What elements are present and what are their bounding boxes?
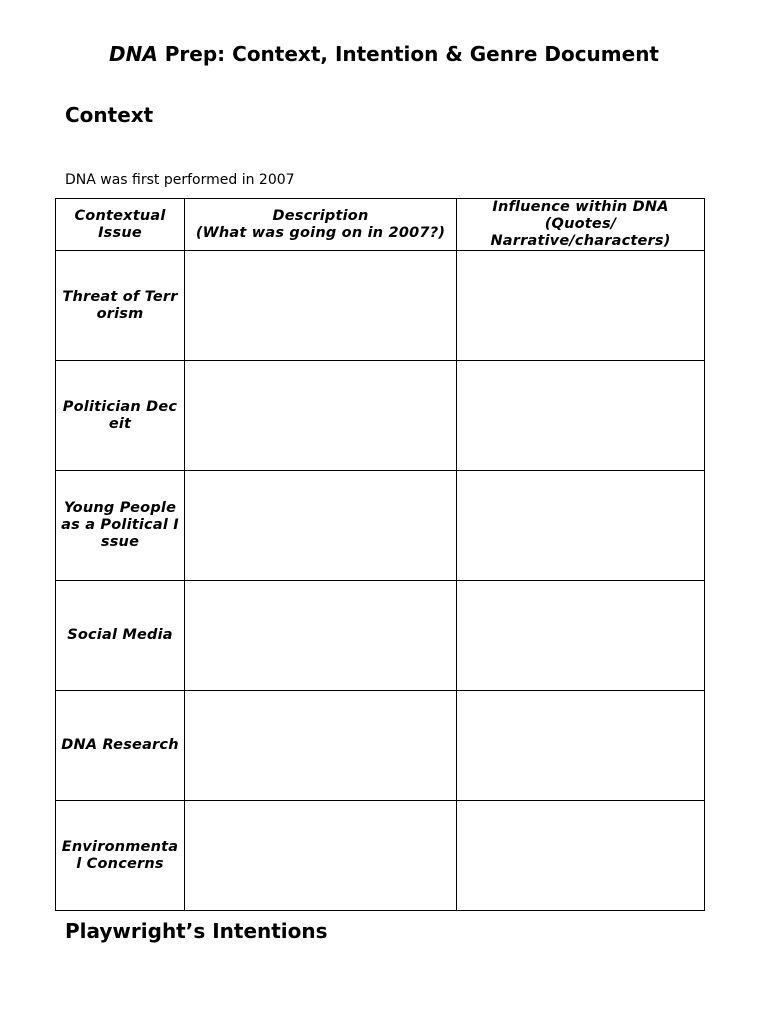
header-influence-line1: Influence within DNA (492, 199, 669, 215)
context-heading: Context (65, 103, 154, 127)
header-description-line2: (What was going on in 2007?) (195, 224, 446, 241)
description-cell[interactable] (185, 361, 457, 471)
intentions-heading: Playwright’s Intentions (65, 919, 328, 943)
issue-cell: Threat of Terrorism (56, 251, 185, 361)
table-row (56, 361, 705, 471)
table-row (56, 471, 705, 581)
influence-cell[interactable] (457, 361, 705, 471)
issue-cell: Politician Deceit (56, 361, 185, 471)
page-title-rest: Prep: Context, Intention & Genre Document (157, 42, 659, 66)
influence-cell[interactable] (457, 801, 705, 911)
influence-cell[interactable] (457, 691, 705, 801)
influence-cell[interactable] (457, 581, 705, 691)
header-influence-line3: Narrative/characters) (490, 233, 671, 249)
table-row (56, 691, 705, 801)
issue-cell: Social Media (56, 581, 185, 691)
table-row (56, 581, 705, 691)
context-intro-text: DNA was first performed in 2007 (65, 172, 295, 188)
description-cell[interactable] (185, 801, 457, 911)
table-row (56, 251, 705, 361)
header-description (185, 199, 457, 251)
page-title (0, 40, 768, 68)
context-table (55, 198, 705, 911)
page-title-italic: DNA (108, 42, 158, 66)
description-cell[interactable] (185, 471, 457, 581)
description-cell[interactable] (185, 691, 457, 801)
header-influence (457, 199, 705, 251)
header-contextual-issue: Contextual Issue (56, 199, 185, 251)
influence-cell[interactable] (457, 471, 705, 581)
table-row (56, 801, 705, 911)
description-cell[interactable] (185, 251, 457, 361)
table-header-row (56, 199, 705, 251)
issue-cell: Environmental Concerns (56, 801, 185, 911)
issue-cell: DNA Research (56, 691, 185, 801)
issue-cell: Young People as a Political Issue (56, 471, 185, 581)
header-description-line1: Description (272, 207, 369, 224)
header-influence-line2: (Quotes/ (544, 216, 617, 232)
influence-cell[interactable] (457, 251, 705, 361)
description-cell[interactable] (185, 581, 457, 691)
